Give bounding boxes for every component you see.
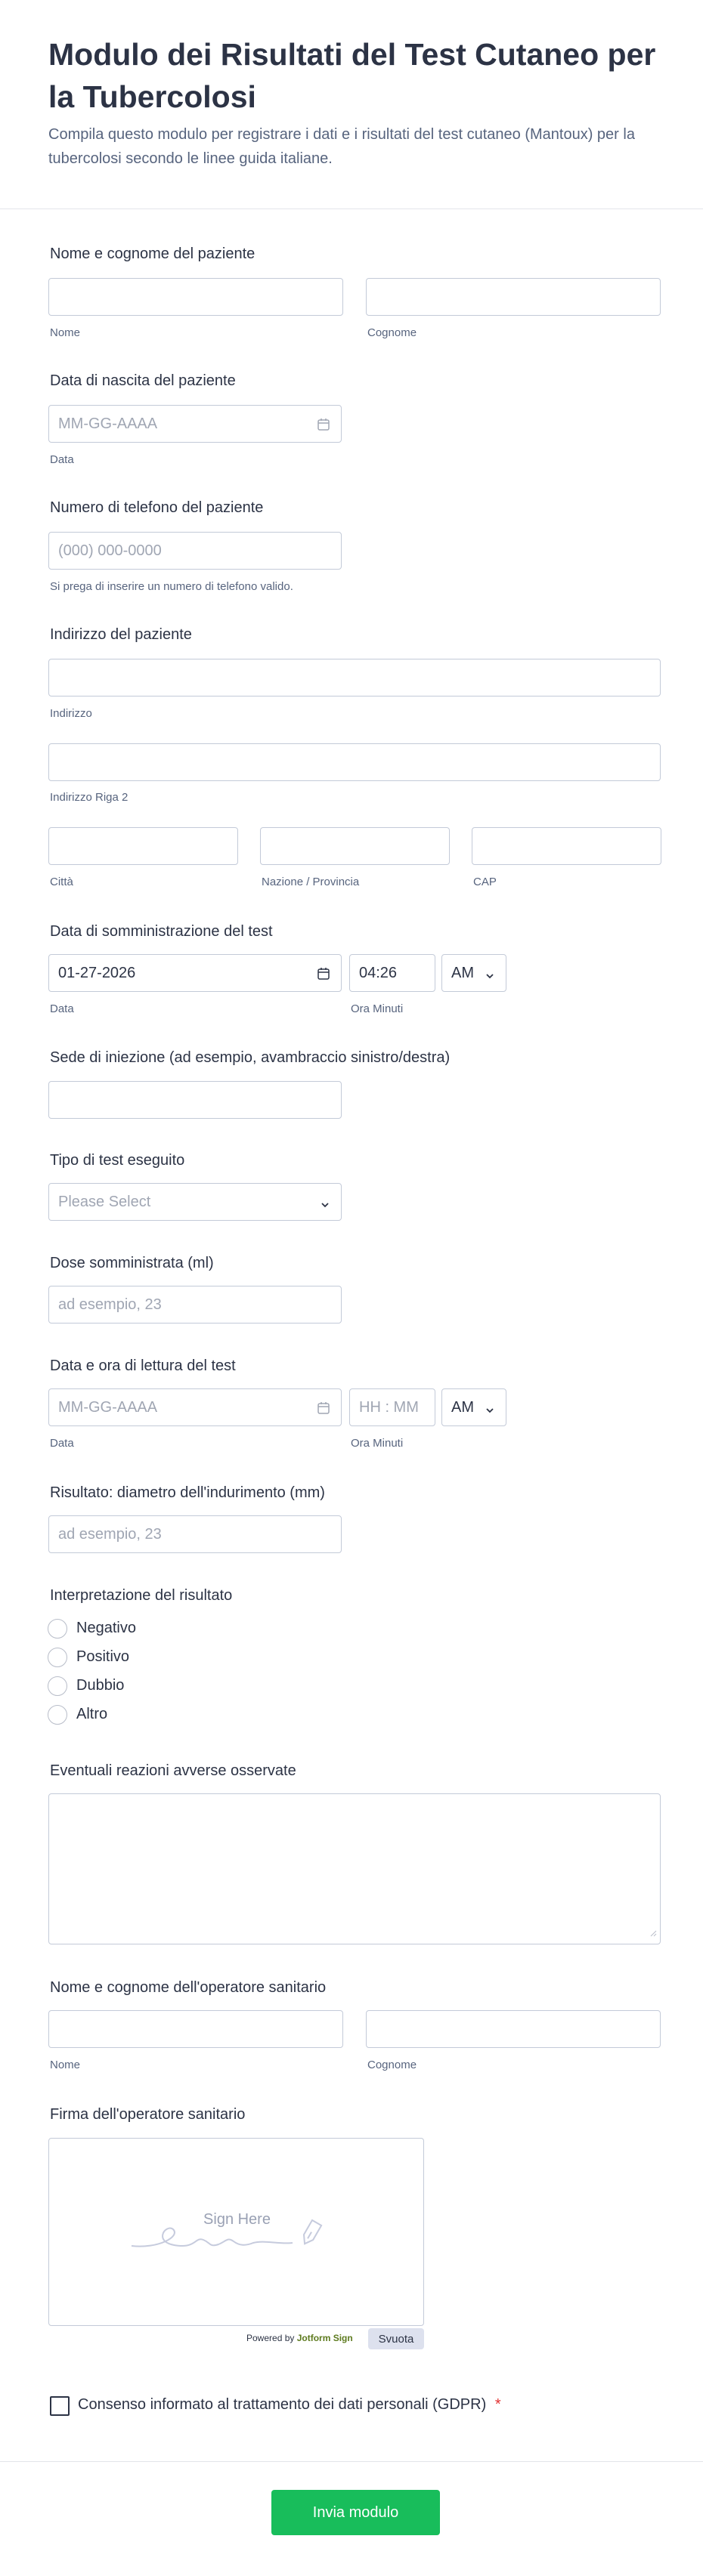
- operator-last-name-input[interactable]: [366, 2010, 661, 2048]
- read-time-input[interactable]: [349, 1388, 435, 1426]
- city-sublabel: Città: [50, 876, 73, 888]
- read-date-label: Data e ora di lettura del test: [50, 1357, 236, 1374]
- read-time-sublabel: Ora Minuti: [351, 1437, 404, 1450]
- read-date-placeholder: MM-GG-AAAA: [58, 1398, 158, 1416]
- interpretation-label: Interpretazione del risultato: [50, 1587, 233, 1604]
- signature-label: Firma dell'operatore sanitario: [50, 2106, 246, 2123]
- admin-date-value: 01-27-2026: [58, 964, 136, 981]
- radio-label-positivo[interactable]: Positivo: [76, 1648, 130, 1665]
- birth-date-sublabel: Data: [50, 453, 74, 466]
- test-type-label: Tipo di test eseguito: [50, 1152, 185, 1169]
- consent-checkbox[interactable]: [50, 2396, 70, 2416]
- operator-last-name-sublabel: Cognome: [367, 2059, 417, 2071]
- footer-divider: [0, 2461, 703, 2462]
- calendar-icon[interactable]: [317, 1401, 330, 1419]
- submit-button[interactable]: Invia modulo: [271, 2490, 440, 2535]
- admin-date-input[interactable]: [48, 954, 342, 992]
- radio-label-negativo[interactable]: Negativo: [76, 1620, 136, 1636]
- powered-by-label: [246, 2333, 353, 2343]
- address-line2-sublabel: Indirizzo Riga 2: [50, 791, 129, 804]
- admin-ampm-select[interactable]: [441, 954, 506, 992]
- patient-name-label: Nome e cognome del paziente: [50, 246, 255, 262]
- patient-last-name-sublabel: Cognome: [367, 326, 417, 339]
- signature-pad[interactable]: [48, 2138, 424, 2326]
- radio-label-dubbio[interactable]: Dubbio: [76, 1677, 125, 1694]
- phone-sublabel: Si prega di inserire un numero di telefono valido.: [50, 580, 293, 593]
- admin-time-value: 04:26: [359, 964, 398, 981]
- operator-first-name-sublabel: Nome: [50, 2059, 81, 2071]
- signature-placeholder: Sign Here: [203, 2211, 271, 2228]
- read-ampm-value: AM: [451, 1398, 474, 1416]
- required-marker: *: [494, 2396, 501, 2413]
- radio-label-altro[interactable]: Altro: [76, 1706, 108, 1722]
- admin-date-label: Data di somministrazione del test: [50, 923, 273, 940]
- result-input[interactable]: [48, 1515, 342, 1553]
- zip-sublabel: CAP: [473, 876, 497, 888]
- chevron-down-icon: [485, 1403, 495, 1420]
- powered-by-text: Powered by: [246, 2333, 295, 2343]
- phone-label: Numero di telefono del paziente: [50, 499, 264, 516]
- zip-input[interactable]: [472, 827, 661, 865]
- radio-positivo[interactable]: [48, 1648, 67, 1667]
- phone-placeholder: (000) 000-0000: [58, 542, 162, 559]
- radio-altro[interactable]: [48, 1705, 67, 1725]
- radio-negativo[interactable]: [48, 1619, 67, 1639]
- calendar-icon[interactable]: [317, 967, 330, 985]
- state-province-input[interactable]: [260, 827, 450, 865]
- dose-input[interactable]: [48, 1286, 342, 1324]
- injection-site-input[interactable]: [48, 1081, 342, 1119]
- birth-date-input[interactable]: [48, 405, 342, 443]
- consent-label[interactable]: [78, 2396, 501, 2414]
- jotform-sign-brand: Jotform Sign: [296, 2333, 353, 2343]
- state-province-sublabel: Nazione / Provincia: [262, 876, 360, 888]
- operator-name-label: Nome e cognome dell'operatore sanitario: [50, 1979, 327, 1996]
- dose-label: Dose somministrata (ml): [50, 1255, 214, 1271]
- clear-signature-button[interactable]: Svuota: [368, 2328, 424, 2349]
- address-label: Indirizzo del paziente: [50, 626, 192, 643]
- admin-date-sublabel: Data: [50, 1002, 74, 1015]
- chevron-down-icon: [320, 1197, 330, 1215]
- admin-time-sublabel: Ora Minuti: [351, 1002, 404, 1015]
- resize-handle-icon[interactable]: [649, 1927, 657, 1941]
- chevron-down-icon: [485, 968, 495, 986]
- test-type-placeholder: Please Select: [58, 1193, 151, 1210]
- patient-first-name-input[interactable]: [48, 278, 343, 316]
- read-time-placeholder: HH : MM: [359, 1398, 419, 1416]
- read-date-input[interactable]: [48, 1388, 342, 1426]
- result-placeholder: ad esempio, 23: [58, 1525, 162, 1543]
- address-line2-input[interactable]: [48, 743, 661, 781]
- city-input[interactable]: [48, 827, 238, 865]
- admin-ampm-value: AM: [451, 964, 474, 981]
- calendar-icon[interactable]: [317, 418, 330, 436]
- dose-placeholder: ad esempio, 23: [58, 1296, 162, 1313]
- address-line1-sublabel: Indirizzo: [50, 707, 92, 720]
- birth-date-label: Data di nascita del paziente: [50, 372, 236, 389]
- radio-dubbio[interactable]: [48, 1676, 67, 1696]
- header-divider: [0, 208, 703, 209]
- page-subtitle: Compila questo modulo per registrare i dati e i risultati del test cutaneo (Mantoux) per la tubercolosi secondo le linee guida italiane.: [48, 126, 635, 167]
- reactions-label: Eventuali reazioni avverse osservate: [50, 1762, 296, 1779]
- patient-last-name-input[interactable]: [366, 278, 661, 316]
- read-date-sublabel: Data: [50, 1437, 74, 1450]
- page-title: Modulo dei Risultati del Test Cutaneo per la Tubercolosi: [48, 37, 656, 114]
- operator-first-name-input[interactable]: [48, 2010, 343, 2048]
- read-ampm-select[interactable]: [441, 1388, 506, 1426]
- reactions-textarea[interactable]: [48, 1793, 661, 1944]
- consent-text: Consenso informato al trattamento dei dati personali (GDPR): [78, 2396, 487, 2413]
- result-label: Risultato: diametro dell'indurimento (mm): [50, 1484, 325, 1501]
- patient-first-name-sublabel: Nome: [50, 326, 81, 339]
- address-line1-input[interactable]: [48, 659, 661, 697]
- phone-input[interactable]: [48, 532, 342, 570]
- birth-date-placeholder: MM-GG-AAAA: [58, 415, 158, 432]
- injection-site-label: Sede di iniezione (ad esempio, avambraccio sinistro/destra): [50, 1049, 451, 1066]
- test-type-select[interactable]: [48, 1183, 342, 1221]
- admin-time-input[interactable]: [349, 954, 435, 992]
